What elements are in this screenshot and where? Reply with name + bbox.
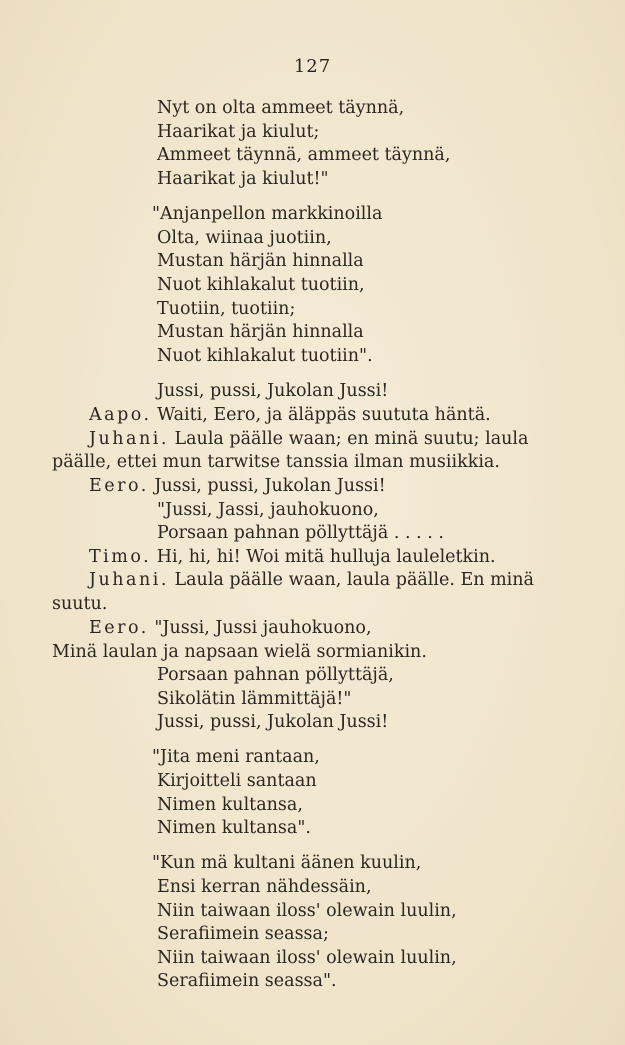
verse-line: "Jita meni rantaan,	[152, 747, 320, 767]
speaker-name: Timo.	[89, 547, 152, 567]
verse-line: Jussi, pussi, Jukolan Jussi!	[157, 712, 389, 732]
verse-line: Serafiimein seassa;	[157, 924, 329, 944]
verse-line: Jussi, pussi, Jukolan Jussi!	[157, 381, 389, 401]
speaker-name: Aapo.	[89, 405, 152, 425]
dialogue-text: Laula päälle waan, laula päälle. En minä	[174, 570, 534, 590]
verse-line: Ensi kerran nähdessäin,	[157, 877, 372, 897]
verse-line: Niin taiwaan iloss' olewain luulin,	[157, 948, 457, 968]
verse-line: Mustan härjän hinnalla	[157, 251, 364, 271]
verse-line: Nimen kultansa,	[157, 795, 303, 815]
dialogue-line	[89, 620, 372, 638]
verse-line: Mustan härjän hinnalla	[157, 322, 364, 342]
dialogue-text: "Jussi, Jussi jauhokuono,	[154, 618, 372, 638]
verse-line: Nuot kihlakalut tuotiin,	[157, 275, 365, 295]
speaker-name: Juhani.	[89, 429, 169, 449]
verse-line: Nyt on olta ammeet täynnä,	[157, 98, 405, 118]
dialogue-text: Waiti, Eero, ja äläppäs suututa häntä.	[157, 405, 491, 425]
verse-line: Porsaan pahnan pöllyttäjä,	[157, 665, 394, 685]
verse-line: Niin taiwaan iloss' olewain luulin,	[157, 901, 457, 921]
verse-line: Nimen kultansa".	[157, 818, 311, 838]
dialogue-line: suutu.	[52, 594, 108, 614]
verse-line: Serafiimein seassa".	[157, 971, 337, 991]
verse-line: Olta, wiinaa juotiin,	[157, 228, 332, 248]
verse-line: Kirjoitteli santaan	[157, 771, 317, 791]
verse-line: Haarikat ja kiulut;	[157, 122, 320, 142]
dialogue-line	[89, 478, 386, 496]
speaker-name: Eero.	[89, 476, 149, 496]
dialogue-line	[89, 572, 534, 590]
dialogue-line	[89, 431, 528, 449]
dialogue-text: Hi, hi, hi! Woi mitä hulluja lauleletkin.	[156, 547, 496, 567]
verse-line: Ammeet täynnä, ammeet täynnä,	[157, 145, 451, 165]
dialogue-line	[89, 407, 491, 425]
verse-line: Nuot kihlakalut tuotiin".	[157, 346, 373, 366]
dialogue-text: Laula päälle waan; en minä suutu; laula	[174, 429, 529, 449]
dialogue-line: Minä laulan ja napsaan wielä sormianikin.	[52, 642, 427, 662]
verse-line: "Jussi, Jassi, jauhokuono,	[157, 500, 379, 520]
page-number: 127	[293, 56, 332, 77]
dialogue-text: Jussi, pussi, Jukolan Jussi!	[154, 476, 386, 496]
verse-line: "Anjanpellon markkinoilla	[152, 204, 383, 224]
verse-line: Haarikat ja kiulut!"	[157, 169, 329, 189]
dialogue-line: päälle, ettei mun tarwitse tanssia ilman musiikkia.	[52, 452, 500, 472]
dialogue-line	[89, 549, 496, 567]
speaker-name: Juhani.	[89, 570, 169, 590]
speaker-name: Eero.	[89, 618, 149, 638]
verse-line: Tuotiin, tuotiin;	[157, 299, 296, 319]
verse-line: Porsaan pahnan pöllyttäjä . . . . .	[157, 523, 444, 543]
verse-line: Sikolätin lämmittäjä!"	[157, 689, 352, 709]
verse-line: "Kun mä kultani äänen kuulin,	[152, 853, 422, 873]
